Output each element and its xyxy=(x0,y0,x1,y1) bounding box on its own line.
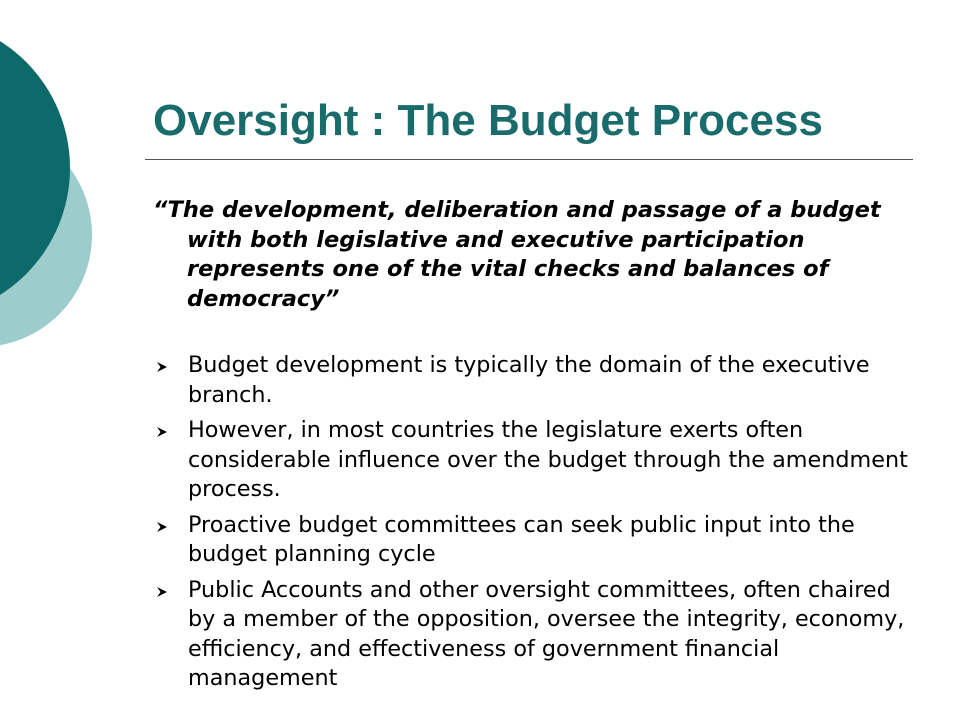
arrowhead-bullet-icon xyxy=(156,586,168,598)
decorative-circles xyxy=(0,0,120,400)
bullet-text: Public Accounts and other oversight committees, often chaired by a member of the opposition, oversee the integrity, economy, efficiency, and effectiveness of government financial management xyxy=(188,576,905,691)
arrowhead-bullet-icon xyxy=(156,426,168,438)
bullet-text: Budget development is typically the domain of the executive branch. xyxy=(188,352,870,408)
bullet-text: Proactive budget committees can seek public input into the budget planning cycle xyxy=(188,511,855,567)
title-divider xyxy=(145,159,913,160)
quote-text: “The development, deliberation and passage of a budget with both legislative and executive participation represents one of the vital checks and balances of democracy” xyxy=(153,197,881,312)
arrowhead-bullet-icon xyxy=(156,361,168,373)
arrowhead-bullet-icon xyxy=(156,521,168,533)
bullet-text: However, in most countries the legislature exerts often considerable influence over the budget through the amendment process. xyxy=(188,417,908,502)
bullet-list xyxy=(150,351,920,700)
bullet-item xyxy=(150,351,920,410)
slide-title: Oversight : The Budget Process xyxy=(153,96,823,145)
bullet-item xyxy=(150,576,920,694)
bullet-item xyxy=(150,416,920,505)
bullet-item xyxy=(150,511,920,570)
